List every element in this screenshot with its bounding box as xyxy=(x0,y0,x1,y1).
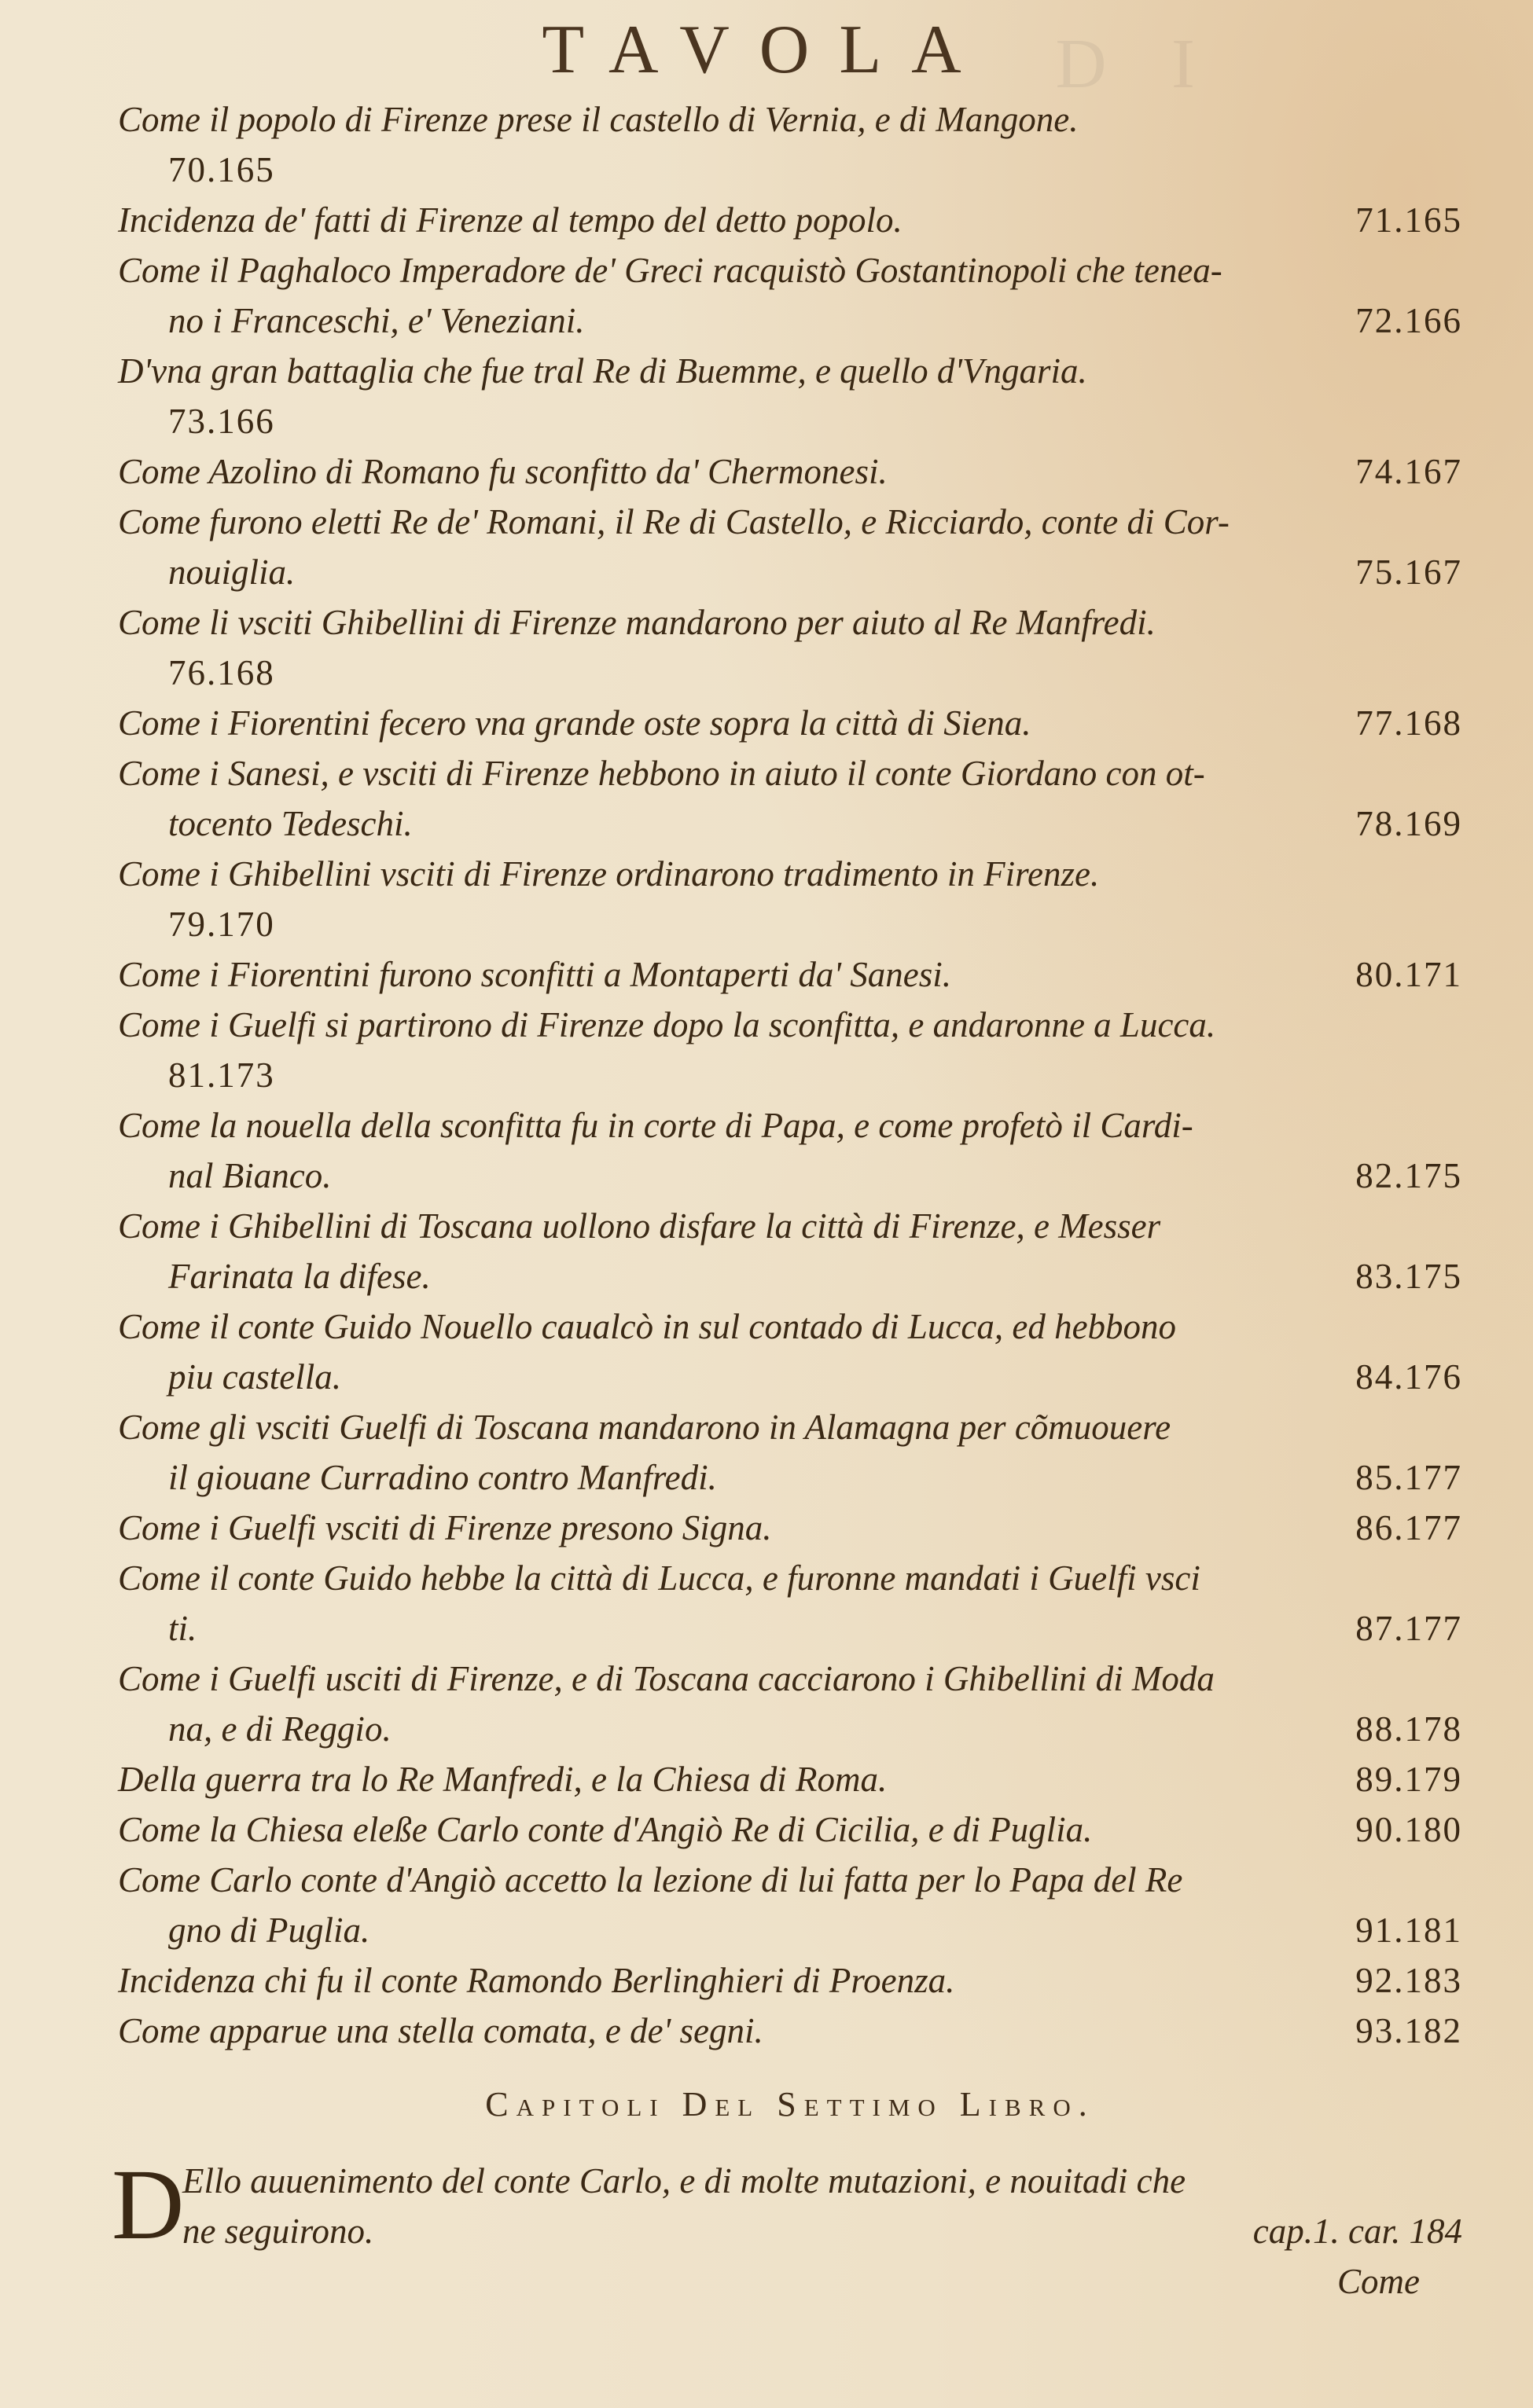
entry-text: no i Franceschi, e' Veneziani. xyxy=(168,301,585,340)
page-reference: 90.180 xyxy=(1355,1810,1462,1849)
entry-text: Come Azolino di Romano fu sconfitto da' Chermonesi. xyxy=(118,452,888,491)
index-entry xyxy=(118,1301,1462,1402)
entry-title: Come il conte Guido hebbe la città di Lucca, e furonne mandati i Guelfi vsci xyxy=(118,1558,1200,1598)
entry-title xyxy=(118,1955,1462,2006)
entry-title: Come la nouella della sconfitta fu in corte di Papa, e come profetò il Cardi- xyxy=(118,1106,1193,1145)
page-reference: 77.168 xyxy=(1355,703,1462,743)
entry-title: D'vna gran battaglia che fue tral Re di Buemme, e quello d'Vngaria. xyxy=(118,351,1087,391)
chapter-reference: cap.1. car. 184 xyxy=(1252,2212,1462,2251)
index-entry xyxy=(118,849,1462,949)
chapter-title-continuation: ne seguirono. xyxy=(182,2212,374,2251)
chapter-entry xyxy=(112,2149,1462,2260)
page-reference: 93.182 xyxy=(1355,2011,1462,2050)
entry-title: Come i Ghibellini di Toscana uollono disfare la città di Firenze, e Messer xyxy=(118,1206,1161,1246)
entry-title-continuation xyxy=(118,1452,1462,1503)
entry-title: Come Carlo conte d'Angiò accetto la lezione di lui fatta per lo Papa del Re xyxy=(118,1860,1183,1900)
entry-title xyxy=(118,1754,1462,1804)
entry-text: Della guerra tra lo Re Manfredi, e la Chiesa di Roma. xyxy=(118,1760,888,1799)
chapter-title: Ello auuenimento del conte Carlo, e di molte mutazioni, e nouitadi che xyxy=(182,2161,1186,2201)
index-entry xyxy=(118,446,1462,497)
page-reference: 71.165 xyxy=(1355,200,1462,240)
index-entry xyxy=(118,1754,1462,1804)
page-reference: 82.175 xyxy=(1355,1156,1462,1195)
entry-title: Come i Sanesi, e vsciti di Firenze hebbono in aiuto il conte Giordano con ot- xyxy=(118,754,1205,793)
drop-cap: D xyxy=(112,2149,185,2260)
entry-text: il giouane Curradino contro Manfredi. xyxy=(168,1458,717,1497)
entry-title-continuation xyxy=(118,547,1462,597)
entry-title: Come furono eletti Re de' Romani, il Re di Castello, e Ricciardo, conte di Cor- xyxy=(118,502,1230,541)
index-entry xyxy=(118,1955,1462,2006)
entry-title: Come i Ghibellini vsciti di Firenze ordinarono tradimento in Firenze. xyxy=(118,854,1100,894)
index-entry xyxy=(118,748,1462,849)
entry-text: Incidenza de' fatti di Firenze al tempo del detto popolo. xyxy=(118,200,903,240)
entry-title: Come i Guelfi si partirono di Firenze dopo la sconfitta, e andaronne a Lucca. xyxy=(118,1005,1216,1044)
entry-title xyxy=(118,698,1462,748)
index-entry xyxy=(118,497,1462,597)
index-entry xyxy=(118,346,1462,446)
entry-text: gno di Puglia. xyxy=(168,1911,370,1950)
page-reference: 86.177 xyxy=(1355,1508,1462,1547)
entry-title: Come il conte Guido Nouello caualcò in sul contado di Lucca, ed hebbono xyxy=(118,1307,1177,1346)
page-reference: 91.181 xyxy=(1355,1911,1462,1950)
page-reference: 70.165 xyxy=(168,150,275,189)
index-entry xyxy=(118,597,1462,698)
entry-text: Incidenza chi fu il conte Ramondo Berlinghieri di Proenza. xyxy=(118,1961,955,2000)
entry-text: na, e di Reggio. xyxy=(168,1709,392,1749)
page-reference: 92.183 xyxy=(1355,1961,1462,2000)
entry-title xyxy=(118,195,1462,245)
index-entry xyxy=(118,1855,1462,1955)
entry-text: ti. xyxy=(168,1609,197,1648)
entry-text: Come i Fiorentini fecero vna grande oste sopra la città di Siena. xyxy=(118,703,1031,743)
page-reference: 80.171 xyxy=(1355,955,1462,994)
entry-title xyxy=(118,949,1462,1000)
index-entry xyxy=(118,245,1462,346)
show-through-text: D I xyxy=(1055,25,1219,103)
entry-text: Farinata la difese. xyxy=(168,1257,431,1296)
index-entry xyxy=(118,1402,1462,1503)
page-reference: 79.170 xyxy=(168,905,275,944)
entry-title xyxy=(118,2006,1462,2056)
page-reference: 75.167 xyxy=(1355,552,1462,592)
entry-title-continuation xyxy=(118,1905,1462,1955)
page-reference: 76.168 xyxy=(168,653,275,692)
entry-title-continuation xyxy=(118,1251,1462,1301)
entry-title xyxy=(118,446,1462,497)
entry-title-continuation xyxy=(118,1603,1462,1654)
entry-text: tocento Tedeschi. xyxy=(168,804,413,843)
entry-title-continuation xyxy=(118,1352,1462,1402)
entry-title-continuation xyxy=(118,1151,1462,1201)
index-entry xyxy=(118,1553,1462,1654)
page-reference: 84.176 xyxy=(1355,1357,1462,1397)
index-entry xyxy=(118,94,1462,195)
running-title: TAVOLA xyxy=(542,12,991,88)
index-entry xyxy=(118,1100,1462,1201)
entry-title: Come il Paghaloco Imperadore de' Greci racquistò Gostantinopoli che tenea- xyxy=(118,251,1222,290)
entry-text: Come la Chiesa eleße Carlo conte d'Angiò Re di Cicilia, e di Puglia. xyxy=(118,1810,1093,1849)
page-reference: 74.167 xyxy=(1355,452,1462,491)
entry-text: Come apparue una stella comata, e de' segni. xyxy=(118,2011,763,2050)
index-entry xyxy=(118,949,1462,1000)
entry-title-continuation xyxy=(118,1704,1462,1754)
index-entries xyxy=(112,94,1462,2307)
index-entry xyxy=(118,698,1462,748)
page-reference: 88.178 xyxy=(1355,1709,1462,1749)
index-entry xyxy=(118,1000,1462,1100)
index-entry xyxy=(118,1804,1462,1855)
page-reference: 89.179 xyxy=(1355,1760,1462,1799)
entry-title-continuation xyxy=(118,798,1462,849)
index-entry xyxy=(118,195,1462,245)
page-reference: 72.166 xyxy=(1355,301,1462,340)
entry-title: Come gli vsciti Guelfi di Toscana mandarono in Alamagna per cõmuouere xyxy=(118,1408,1171,1447)
entry-title: Come li vsciti Ghibellini di Firenze mandarono per aiuto al Re Manfredi. xyxy=(118,603,1156,642)
entry-title-continuation xyxy=(118,295,1462,346)
index-entry xyxy=(118,1654,1462,1754)
index-entry xyxy=(118,1503,1462,1553)
entry-text: Come i Guelfi vsciti di Firenze presono Signa. xyxy=(118,1508,772,1547)
entry-text: nouiglia. xyxy=(168,552,296,592)
entry-title: Come il popolo di Firenze prese il castello di Vernia, e di Mangone. xyxy=(118,100,1079,139)
page-reference: 87.177 xyxy=(1355,1609,1462,1648)
entry-text: nal Bianco. xyxy=(168,1156,332,1195)
page-reference: 78.169 xyxy=(1355,804,1462,843)
catchword: Come xyxy=(1337,2262,1420,2301)
page-reference: 85.177 xyxy=(1355,1458,1462,1497)
page-reference: 83.175 xyxy=(1355,1257,1462,1296)
page-reference: 81.173 xyxy=(168,1055,275,1095)
index-entry xyxy=(118,2006,1462,2056)
index-entry xyxy=(118,1201,1462,1301)
entry-text: Come i Fiorentini furono sconfitti a Montaperti da' Sanesi. xyxy=(118,955,951,994)
entry-title: Come i Guelfi usciti di Firenze, e di Toscana cacciarono i Ghibellini di Moda xyxy=(118,1659,1215,1698)
page-reference: 73.166 xyxy=(168,402,275,441)
entry-title xyxy=(118,1804,1462,1855)
entry-title xyxy=(118,1503,1462,1553)
entry-text: piu castella. xyxy=(168,1357,341,1397)
section-heading: Capitoli Del Settimo Libro. xyxy=(485,2085,1095,2124)
